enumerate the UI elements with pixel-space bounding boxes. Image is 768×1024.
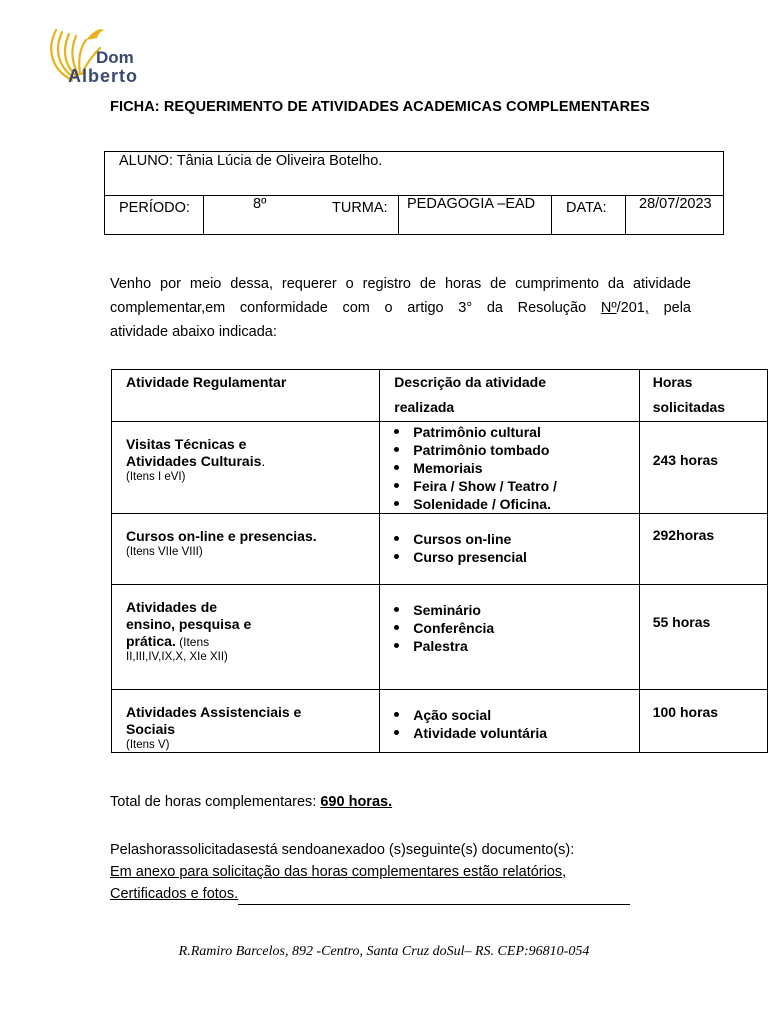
table-header-row: [112, 370, 768, 422]
paragraph-line: atividade abaixo indicada:: [110, 324, 277, 340]
list-item: Curso presencial: [387, 548, 638, 566]
description-list: [380, 514, 638, 566]
list-item: Atividade voluntária: [387, 724, 638, 742]
description-list: [380, 422, 638, 513]
turma-value: PEDAGOGIA –EAD: [407, 196, 536, 212]
data-value: 28/07/2023: [639, 196, 712, 212]
list-item: Solenidade / Oficina.: [387, 495, 638, 513]
activities-table: [111, 369, 768, 753]
logo-text-dom: Dom: [96, 48, 134, 67]
activity-cell: Cursos on-line e presencias. (Itens VIIe VIII): [112, 514, 380, 585]
description-cell: [380, 514, 639, 585]
activity-cell: Visitas Técnicas e Atividades Culturais. (Itens I eVI): [112, 422, 380, 514]
list-item: Palestra: [387, 637, 638, 655]
hours-cell: 100 horas: [639, 690, 767, 753]
activity-cell: Atividades Assistenciais e Sociais (Itens V): [112, 690, 380, 753]
hours-cell: 292horas: [639, 514, 767, 585]
paragraph-line: Venho por meio dessa, requerer o registro de horas de cumprimento da atividade: [110, 276, 691, 292]
description-cell: [380, 690, 639, 753]
total-value: 690 horas.: [320, 794, 393, 810]
total-hours: [110, 794, 392, 810]
list-item: Memoriais: [387, 459, 638, 477]
logo-text-alberto: Alberto: [68, 66, 138, 86]
attached-documents: [110, 839, 630, 905]
dom-alberto-logo: [42, 20, 162, 94]
list-item: Conferência: [387, 619, 638, 637]
request-paragraph: [110, 272, 691, 344]
documents-line: Em anexo para solicitação das horas complementares estão relatórios,: [110, 864, 567, 880]
list-item: Cursos on-line: [387, 530, 638, 548]
table-row: [112, 422, 768, 514]
documents-line: Certificados e fotos.: [110, 886, 239, 902]
header-horas: Horas solicitadas: [639, 370, 767, 422]
documents-line: Pelashorassolicitadasestá sendoanexadoo (s)seguinte(s) documento(s):: [110, 842, 575, 858]
list-item: Ação social: [387, 706, 638, 724]
total-label: Total de horas complementares:: [110, 794, 321, 810]
header-descricao: Descrição da atividade realizada: [380, 370, 639, 422]
table-row: [112, 514, 768, 585]
underline-blank: [238, 888, 630, 905]
paragraph-line: complementar,em conformidade com o artigo 3° da Resolução Nº/201, pela: [110, 300, 691, 316]
periodo-value: 8º: [253, 196, 267, 212]
description-cell: [380, 422, 639, 514]
form-title: FICHA: REQUERIMENTO DE ATIVIDADES ACADEMICAS COMPLEMENTARES: [110, 99, 650, 115]
footer-address: R.Ramiro Barcelos, 892 -Centro, Santa Cruz doSul– RS. CEP:96810-054: [178, 944, 590, 959]
description-list: [380, 690, 638, 742]
list-item: Seminário: [387, 601, 638, 619]
periodo-label: PERÍODO:: [119, 200, 190, 216]
description-cell: [380, 585, 639, 690]
list-item: Patrimônio cultural: [387, 423, 638, 441]
table-row: [112, 585, 768, 690]
description-list: [380, 585, 638, 655]
header-atividade: Atividade Regulamentar: [112, 370, 380, 422]
turma-label: TURMA:: [332, 200, 388, 216]
table-row: [112, 690, 768, 753]
student-name: ALUNO: Tânia Lúcia de Oliveira Botelho.: [119, 153, 383, 169]
data-label: DATA:: [566, 200, 607, 216]
student-info-box: [104, 151, 724, 235]
student-info-row: [105, 195, 723, 234]
hours-cell: 55 horas: [639, 585, 767, 690]
list-item: Feira / Show / Teatro /: [387, 477, 638, 495]
activity-cell: Atividades de ensino, pesquisa e prática. (Itens II,III,IV,IX,X, XIe XII): [112, 585, 380, 690]
list-item: Patrimônio tombado: [387, 441, 638, 459]
hours-cell: 243 horas: [639, 422, 767, 514]
